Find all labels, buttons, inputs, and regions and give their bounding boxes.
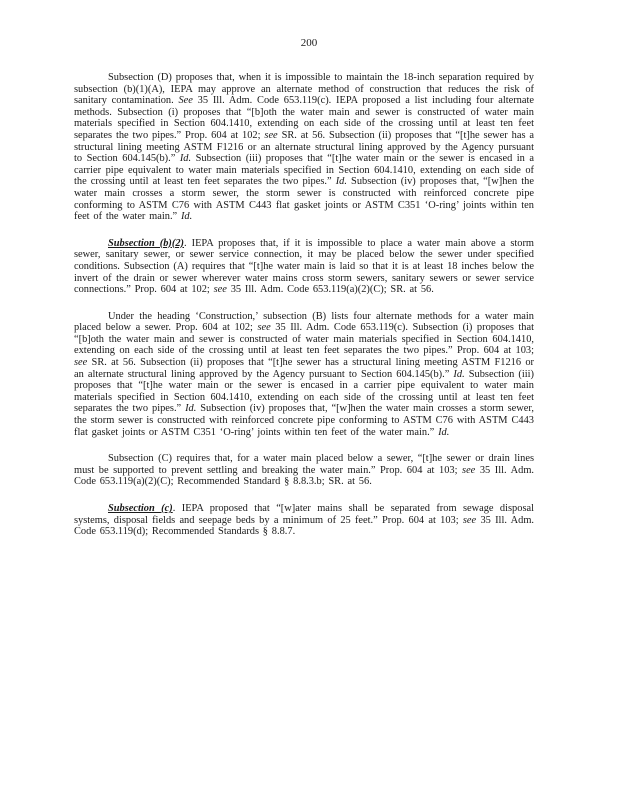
citation-signal: Id. bbox=[180, 211, 193, 223]
paragraph-subsection-b2 bbox=[74, 238, 534, 296]
citation-signal: Id. bbox=[438, 426, 450, 438]
citation-signal: Id. bbox=[335, 176, 347, 188]
paragraph-heading: Subsection (b)(2) bbox=[108, 237, 185, 249]
paragraph-construction bbox=[74, 311, 534, 439]
document-body bbox=[74, 72, 534, 553]
page-number: 200 bbox=[300, 37, 318, 49]
paragraph-subsection-d bbox=[74, 72, 534, 223]
paragraph-text: Subsection (iv) proposes that, “[w]hen the water main crosses a storm sewer, the storm sewer is constructed with reinforced concrete pipe conforming to ASTM C76 with ASTM C443 flat gasket joints or ASTM C351 ‘O-ring’ joints within ten feet of the water main.” bbox=[74, 176, 534, 223]
citation-signal: see bbox=[462, 464, 476, 476]
citation-signal: see bbox=[74, 357, 88, 369]
paragraph-text: Under the heading ‘Construction,’ subsection (B) lists four alternate methods for a water main placed below a sewer. Prop. 604 at 102; bbox=[74, 310, 534, 334]
paragraph-text: Subsection (iii) proposes that “[t]he water main or the sewer is encased in a carrier pipe equivalent to water main materials specified in Section 604.1410, extending on each side of the crossing until at least ten feet separates the two pipes.” bbox=[74, 368, 534, 415]
paragraph-text: Subsection (C) requires that, for a water main placed below a sewer, “[t]he sewer or drain lines must be supported to prevent settling and breaking the water main.” Prop. 604 at 103; bbox=[74, 453, 534, 476]
paragraph-subsection-c-upper bbox=[74, 453, 534, 488]
paragraph-text: 35 Ill. Adm. Code 653.119(c). Subsection (i) proposes that “[b]oth the water main and sewer is constructed of water main materials specified in Section 604.1410, extending on each side of the crossing until at least ten feet separates the two pipes.” Prop. 604 at 103; bbox=[74, 322, 534, 357]
citation-signal: see bbox=[213, 284, 227, 296]
citation-signal: Id. bbox=[179, 153, 192, 165]
paragraph-text: 35 Ill. Adm. Code 653.119(c). IEPA proposed a list including four alternate methods. Subsection (i) proposes that “[b]oth the water main and sewer is constructed of water main materials specified in Section 604.1410, extending on each side of the crossing until at least ten feet separates the two pipes.” Prop. 604 at 102; bbox=[74, 95, 534, 141]
paragraph-text: SR. at 56. Subsection (ii) proposes that “[t]he sewer has a structural lining meeting ASTM F1216 or an alternate structural lining approved by the Agency pursuant to Section 604.145(b).” bbox=[74, 129, 534, 165]
paragraph-text: SR. at 56. Subsection (ii) proposes that “[t]he sewer has a structural lining meeting ASTM F1216 or an alternate structural lining approved by the Agency pursuant to Section 604.145(b).” bbox=[74, 357, 534, 380]
citation-signal: see bbox=[257, 322, 271, 334]
citation-signal: see bbox=[264, 129, 278, 141]
paragraph-text: 35 Ill. Adm. Code 653.119(a)(2)(C); Recommended Standard § 8.8.3.b; SR. at 56. bbox=[74, 464, 535, 488]
paragraph-text: Subsection (iv) proposes that, “[w]hen the water main crosses a storm sewer, the storm sewer is constructed with reinforced concrete pipe conforming to ASTM C76 with ASTM C443 flat gasket joints or ASTM C351 ‘O-ring’ joints within ten feet of the water main.” bbox=[74, 403, 534, 438]
paragraph-subsection-c-lower bbox=[74, 503, 534, 538]
paragraph-text: 35 Ill. Adm. Code 653.119(a)(2)(C); SR. at 56. bbox=[226, 284, 434, 296]
paragraph-text: Subsection (D) proposes that, when it is impossible to maintain the 18-inch separation required by subsection (b)(1)(A), IEPA may approve an alternate method of construction that reduces the risk of sanitary contamination. bbox=[74, 72, 534, 107]
paragraph-text: 35 Ill. Adm. Code 653.119(d); Recommended Standards § 8.8.7. bbox=[74, 514, 535, 538]
citation-signal: Id. bbox=[453, 368, 465, 380]
paragraph-text: Subsection (iii) proposes that “[t]he water main or the sewer is encased in a carrier pipe equivalent to water main materials specified in Section 604.1410, extending on each side of the crossing until at least ten feet separates the two pipes.” bbox=[74, 153, 534, 188]
citation-signal: see bbox=[462, 514, 477, 526]
paragraph-text: . IEPA proposed that “[w]ater mains shall be separated from sewage disposal systems, disposal fields and seepage beds by a minimum of 25 feet.” Prop. 604 at 103; bbox=[74, 503, 534, 526]
paragraph-text: . IEPA proposes that, if it is impossible to place a water main above a storm sewer, sanitary sewer, or sewer service connection, it may be placed below the sewer under specified conditions. Subsection (A) requires that “[t]he water main is laid so that it is at least 18 inches below the invert of the drain or sewer wherever water mains cross storm sewers, sanitary sewers or sewer service connections.” Prop. 604 at 102; bbox=[74, 237, 534, 296]
paragraph-heading: Subsection (c) bbox=[108, 503, 173, 514]
citation-signal: Id. bbox=[185, 403, 197, 415]
citation-signal: See bbox=[178, 95, 193, 107]
